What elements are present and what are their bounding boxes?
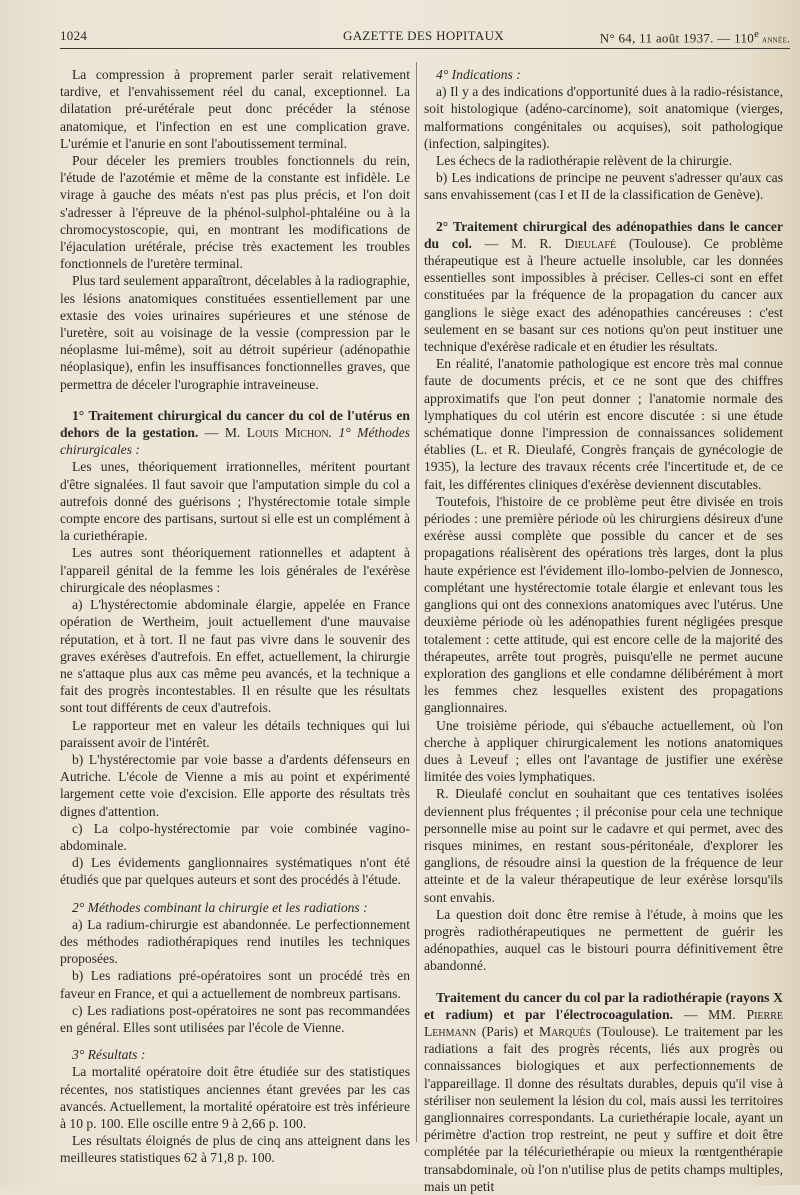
running-header <box>60 28 790 50</box>
paragraph: La compression à proprement parler serait relativement tardive, et l'envahissement réel du canal, exceptionnel. La dilatation pré-urétérale peut donc précéder la sténose anatomique, et l'infection en est une complication grave. L'urémie et l'anurie en sont l'aboutissement terminal. <box>60 67 410 151</box>
paragraph: La mortalité opératoire doit être étudiée sur des statistiques récentes, nos statistiques anciennes étant grevées par les cas avancés. Actuellement, la mortalité opératoire est très inférieure à 10 p. 100. Elle oscille entre 9 à 2,66 p. 100. <box>60 1064 410 1131</box>
paragraph: R. Dieulafé conclut en souhaitant que ces tentatives isolées deviennent plus fréquentes ; il préconise pour cela une technique personnelle mise au point sur le cadavre et qui permet, avec des risques minimes, en restant sous-péritonéale, d'explorer les ganglions, de résoudre ainsi la question de la fréquence de leur atteinte et de la valeur thérapeutique de leur exérèse lorsqu'ils sont envahis. <box>424 786 783 905</box>
heading-author: Louis Michon <box>246 425 329 441</box>
spacer <box>60 1036 410 1046</box>
heading-bold: 2° Traitement chirurgical des adénopathies dans le cancer du col. <box>424 218 783 251</box>
paragraph: Toutefois, l'histoire de ce problème peut être divisée en trois périodes : une première période où les chirurgiens désireux d'une exérèse aussi complète que possible du cancer et de ses propagations réalisèrent des opérations très larges, dont la plus haute expérience est l'évidement illo-lombo-pelvien de Jonnesco, complétant une hystérectomie totale élargie et enlevant tous les ganglions qui ont des connexions anatomiques avec l'utérus. Une deuxième période où les adénopathies furent négligées presque totalement : cette attitude, qui est encore celle de la majorité des thérapeutes, arrête tout progrès, puisqu'elle ne permet aucune exploration des ganglions et elle condamne délibérément à mort les femmes chez lesquelles existent des propagations ganglionnaires. <box>424 493 783 716</box>
heading-body: (Toulouse). Ce problème thérapeutique est à l'heure actuelle insoluble, car les données essentielles sont impossibles à préciser. Celles-ci sont en effet constituées par la fréquence de la propagation du cancer aux ganglions le siège exact des adénopathies cancéreuses : c'est seulement en se basant sur ces notions qu'on peut instituer une technique d'exérèse radicale et en étudier les résultats. <box>424 235 784 355</box>
spacer <box>424 204 783 218</box>
paragraph: La question doit donc être remise à l'étude, à moins que les progrès radiothérapeutiques ne permettent de guérir les adénopathies, auquel cas le bistouri pourra définitivement être abandonné. <box>424 906 783 974</box>
heading-author: Pierre Lehmann <box>424 1006 783 1039</box>
paragraph: b) Les indications de principe ne peuvent s'adresser qu'aux cas sans envahissement (cas I et II de la classification de Genève). <box>424 170 783 203</box>
page-number: 1024 <box>60 28 88 43</box>
left-column <box>60 66 410 1167</box>
paragraph: Les autres sont théoriquement rationnelles et adaptent à l'appareil génital de la femme les lois générales de l'exérèse chirurgicale des néoplasmes : <box>60 545 410 595</box>
paragraph: Plus tard seulement apparaîtront, décelables à la radiographie, les lésions anatomiques constituées essentiellement par une extasie des voies urinaires supérieures et une sténose de l'uretère, soit au voisinage de la vessie (compression par le néoplasme lui-même), soit au détroit supérieur (adénopathie néoplasique), enfin les insuffisances fonctionnelles graves, que permettra de déceler l'urographie intraveineuse. <box>60 273 410 392</box>
header-rule <box>60 48 790 49</box>
paragraph: Pour déceler les premiers troubles fonctionnels du rein, l'étude de l'azotémie et même de la constante est infidèle. Le virage à gauche des méats n'est pas plus précis, et l'on doit s'adresser à l'épreuve de la phénol-sulphol-phtaléine ou à la chromocystoscopie, qui, en montrant les modifications de l'éjaculation urétérale, précise très exactement les troubles fonctionnels de l'uretère terminal. <box>60 153 410 272</box>
paragraph: c) La colpo-hystérectomie par voie combinée vagino-abdominale. <box>60 820 410 853</box>
paragraph: b) Les radiations pré-opératoires sont un procédé très en faveur en France, et qui a actuellement de nombreux partisans. <box>60 968 410 1001</box>
heading-subtitle: . 1° Méthodes chirurgicales : <box>60 425 411 458</box>
heading-author: Marquès <box>539 1023 592 1039</box>
heading-bold: 1° Traitement chirurgical du cancer du col de l'utérus en dehors de la gestation. <box>60 407 410 441</box>
paragraph: b) L'hystérectomie par voie basse a d'ardents défenseurs en Autriche. L'école de Vienne a mis au point et expérimenté largement cette voie d'excision. Elle apporte des résultats très dignes d'attention. <box>60 751 410 819</box>
issue-end: année. <box>759 34 790 46</box>
paragraph: Une troisième période, qui s'ébauche actuellement, où l'on cherche à appliquer chirurgicalement les notions anatomiques dues à Leveuf ; elles ont l'avantage de justifier une exérèse limitée des voies lymphatiques. <box>424 717 783 785</box>
section-paragraph <box>424 989 783 1195</box>
subsection-heading: 4° Indications : <box>436 67 521 82</box>
subsection-heading: 3° Résultats : <box>72 1047 146 1063</box>
paragraph: d) Les évidements ganglionnaires systématiques n'ont été étudiés que par quelques auteurs et sont des procédés à l'étude. <box>60 855 410 888</box>
issue-text: N° 64, 11 août 1937. — 110 <box>599 30 755 46</box>
paragraph: a) La radium-chirurgie est abandonnée. Le perfectionnement des méthodes radiothérapiques rend inutiles les techniques proposées. <box>60 916 410 967</box>
heading-author: Dieulafé <box>564 235 617 251</box>
heading-dash: — M. R. <box>471 235 565 251</box>
issue-info <box>600 28 790 46</box>
section-heading <box>60 407 410 459</box>
heading-body: (Toulouse). Le traitement par les radiations a fait des progrès récents, liés aux progrès ou connaissances biologiques et aux perfectionnements de l'appareillage. Il donne des résultats durables, depuis qu'il vise à stériliser non seulement la lésion du col, mais aussi les territoires ganglionnaires correspondants. La curiethérapie locale, ayant un périmètre d'action trop restreint, ne peut y suffire et doit être complétée par la télécuriethérapie ou mieux la rœntgenthérapie transabdominale, où l'on n'utilise plus de petits champs multiples, mais un petit <box>424 1023 783 1194</box>
heading-dash: — M. <box>198 425 247 441</box>
paragraph: c) Les radiations post-opératoires ne sont pas recommandées en général. Elles sont utilisées par l'école de Vienne. <box>60 1002 410 1035</box>
spacer <box>424 975 783 989</box>
issue-sup: e <box>754 28 760 40</box>
journal-title: GAZETTE DES HOPITAUX <box>343 28 504 43</box>
paragraph: En réalité, l'anatomie pathologique est encore très mal connue faute de documents précis, et ce ne sont que des chiffres approximatifs que l'on peut donner ; l'anatomie normale des lymphatiques du col utérin est encore discutée : si une étude schématique donne l'impression de connaissances solidement établies (L. et R. Dieulafé, Congrès français de gynécologie de 1935), la lecture des travaux récents crée l'incertitude et, de ce fait, les différentes cliniques d'exérèse deviennent discutables. <box>424 356 783 492</box>
right-column <box>424 66 783 1195</box>
spacer <box>60 393 410 407</box>
paragraph: Les échecs de la radiothérapie relèvent de la chirurgie. <box>436 153 733 169</box>
heading-mid: (Paris) et <box>476 1023 539 1039</box>
paragraph: Les unes, théoriquement irrationnelles, méritent pourtant d'être signalées. Il faut savoir que l'amputation simple du col a autrefois donné des guérisons ; l'hystérectomie totale simple compte encore des partisans, surtout si elle est un complément à la curiethérapie. <box>60 459 410 544</box>
column-divider <box>416 62 417 1142</box>
heading-bold: Traitement du cancer du col par la radiothérapie (rayons X et radium) et par l'électrocoagulation. <box>424 989 783 1022</box>
paragraph: Le rapporteur met en valeur les détails techniques qui lui paraissent avoir de l'intérêt. <box>60 717 410 750</box>
paragraph: a) Il y a des indications d'opportunité dues à la radio-résistance, soit histologique (adéno-carcinome), soit anatomique (vierges, malformations congénitales ou acquises), soit pathologique (infection, salpingites). <box>424 84 783 151</box>
heading-dash: — MM. <box>673 1006 747 1022</box>
spacer <box>60 889 410 899</box>
paragraph: a) L'hystérectomie abdominale élargie, appelée en France opération de Wertheim, jouit actuellement d'une mauvaise réputation, et à tort. Il ne faut pas vivre dans le souvenir des graves exérèses d'autrefois. En effet, actuellement, la chirurgie ne s'attaque plus aux cas même peu avancés, et la technique a fait des progrès incontestables. Il en résulte que les résultats sont tout différents de ceux d'autrefois. <box>60 597 410 716</box>
subsection-heading: 2° Méthodes combinant la chirurgie et les radiations : <box>72 899 368 915</box>
paragraph: Les résultats éloignés de plus de cinq ans atteignent dans les meilleures statistiques 62 à 71,8 p. 100. <box>60 1133 410 1166</box>
section-paragraph <box>424 218 783 356</box>
